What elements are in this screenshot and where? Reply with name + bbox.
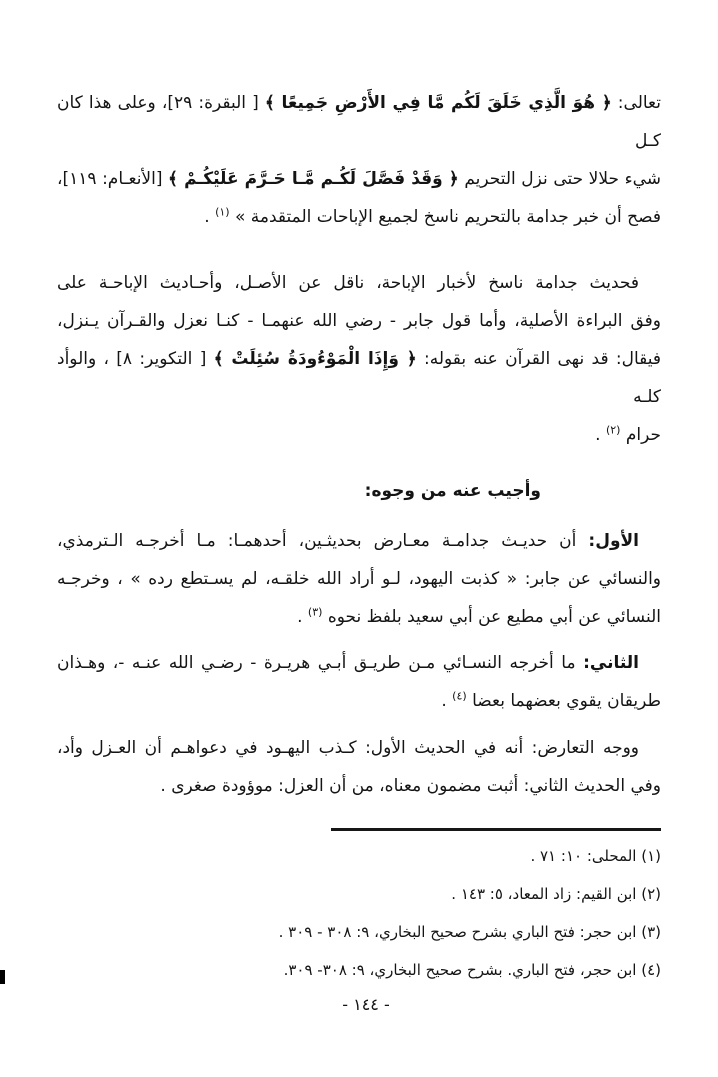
lead-word: الأول:	[588, 531, 639, 551]
text-line	[57, 522, 661, 560]
text-line	[57, 560, 661, 598]
body-text: وفق البراءة الأصلية، وأما قول جابر - رضي الله عنهمـا - كنـا نعزل والقـرآن يـنزل،	[57, 311, 661, 331]
page-number: - ١٤٤ -	[342, 995, 390, 1014]
text-line	[57, 84, 661, 160]
body-text: .	[595, 425, 606, 445]
body-text: ووجه التعارض: أنه في الحديث الأول: كـذب اليهـود في دعواهـم أن العـزل وأد،	[57, 738, 639, 758]
text-line	[57, 198, 661, 236]
body-text: حرام	[620, 425, 661, 445]
footnote-separator	[331, 828, 661, 831]
body-text: فحديث جدامة ناسخ لأخبار الإباحة، ناقل عن الأصـل، وأحـاديث الإباحـة على	[57, 273, 639, 293]
body-text: أن حديـث جدامـة معـارض بحديثـين، أحدهمـا: مـا أخرجـه الـترمذي،	[57, 531, 589, 551]
paragraph-1	[57, 84, 661, 236]
footnote-item: (١) المحلى: ١٠: ٧١ .	[530, 847, 661, 865]
text-line	[57, 767, 661, 805]
quran-verse: ﴿ وَقَدْ فَصَّلَ لَكُـم مَّـا حَـرَّمَ عَلَيْكُـمْ ﴾	[168, 169, 459, 189]
verse-citation: [ التكوير: ٨] ، والوأد كلـه	[57, 349, 661, 407]
text-line	[57, 160, 661, 198]
paragraph-3	[57, 522, 661, 636]
body-text: .	[297, 607, 308, 627]
quran-verse: ﴿ هُوَ الَّذِي خَلَقَ لَكُم مَّا فِي الأَرْضِ جَمِيعًا ﴾	[264, 93, 612, 113]
body-text-block	[57, 84, 661, 805]
verse-citation: [الأنعـام: ١١٩]،	[57, 169, 169, 189]
paragraph-5	[57, 729, 661, 805]
footnote-ref: (١)	[215, 205, 230, 219]
text-line	[57, 682, 661, 720]
lead-word: الثاني:	[583, 653, 639, 673]
footnote-ref: (٣)	[307, 605, 323, 619]
body-text: شيء حلالا حتى نزل التحريم	[458, 169, 661, 189]
body-text: النسائي عن أبي مطيع عن أبي سعيد بلفظ نحوه	[322, 607, 661, 627]
footnote-item: (٤) ابن حجر، فتح الباري. بشرح صحيح البخاري، ٩: ٣٠٨- ٣٠٩.	[283, 961, 661, 979]
body-text: فصح أن خبر جدامة بالتحريم ناسخ لجميع الإباحات المتقدمة »	[229, 207, 661, 227]
text-line	[57, 644, 661, 682]
paragraph-4	[57, 644, 661, 720]
footnote-ref: (٤)	[452, 689, 467, 703]
footnote-item: (٢) ابن القيم: زاد المعاد، ٥: ١٤٣ .	[451, 885, 661, 903]
scan-artifact	[0, 970, 5, 984]
body-text: .	[441, 691, 453, 711]
verse-citation: [ البقرة: ٢٩]، وعلى هذا كان كـل	[57, 93, 661, 151]
body-text: تعالى:	[611, 93, 661, 113]
paragraph-2	[57, 264, 661, 454]
body-text: والنسائي عن جابر: « كذبت اليهود، لـو أراد الله خلقـه، لم يسـتطع رده » ، وخرجـه	[57, 569, 661, 589]
footnote-item: (٣) ابن حجر: فتح الباري بشرح صحيح البخاري، ٩: ٣٠٨ - ٣٠٩ .	[278, 923, 661, 941]
text-line	[57, 264, 661, 302]
text-line	[57, 302, 661, 340]
quran-verse: ﴿ وَإِذَا الْمَوْءُودَةُ سُئِلَتْ ﴾	[213, 349, 417, 369]
body-text: وفي الحديث الثاني: أثبت مضمون معناه، من أن العزل: موؤودة صغرى .	[160, 776, 661, 796]
body-text: فيقال: قد نهى القرآن عنه بقوله:	[416, 349, 662, 369]
section-heading: وأجيب عنه من وجوه:	[364, 481, 541, 501]
text-line	[57, 729, 661, 767]
text-line	[57, 598, 661, 636]
body-text: .	[204, 207, 216, 227]
footnotes-block	[57, 820, 661, 989]
body-text: طريقان يقوي بعضهما بعضا	[466, 691, 661, 711]
text-line	[57, 340, 661, 416]
text-line	[57, 416, 661, 454]
footnote-ref: (٢)	[605, 423, 621, 437]
body-text: ما أخرجه النسـائي مـن طريـق أبـي هريـرة - رضـي الله عنـه -، وهـذان	[57, 653, 584, 673]
